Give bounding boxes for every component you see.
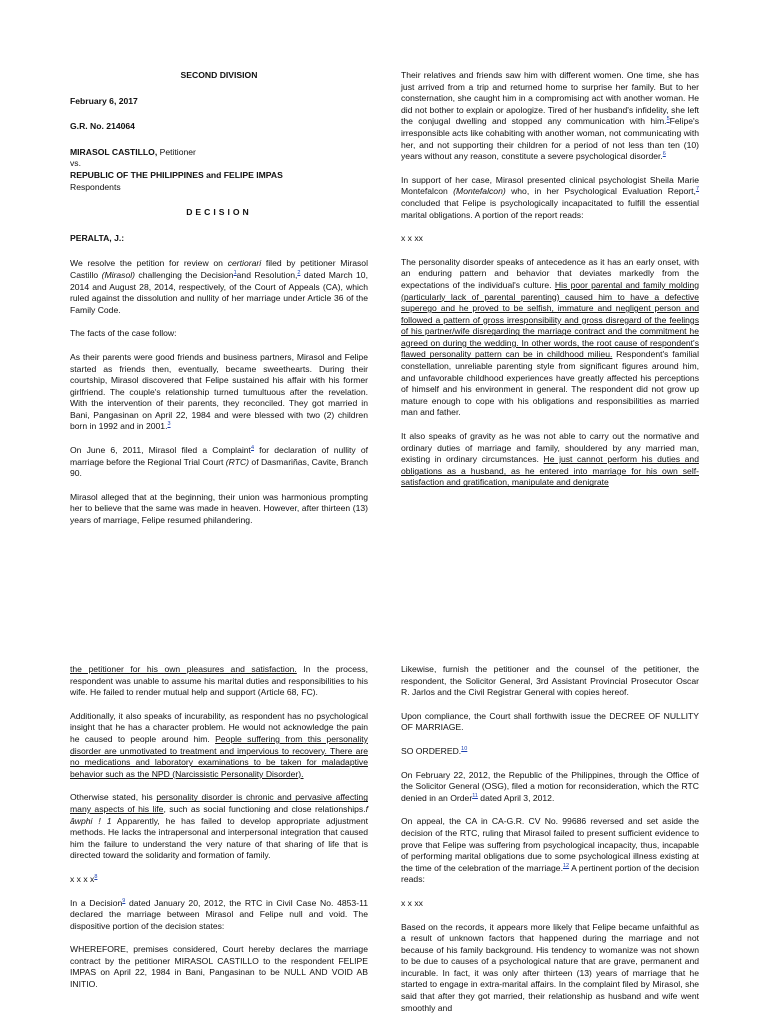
footnote-ref[interactable]: 7 (695, 186, 699, 193)
vs-line: vs. (70, 158, 81, 169)
paragraph: In a Decision$^9$ dated January 20, 2012, the RTC in Civil Case No. 4853-11 declared the marriage between Mirasol and Felipe null and void. The dispositive portion of the decision states: (70, 897, 368, 931)
paragraph: On June 6, 2011, Mirasol filed a Complaint$^4$ for declaration of nullity of marriage before the Regional Trial Court (RTC) of Dasmariñas, Cavite, Branch 90. (70, 445, 368, 479)
quoted-paragraph: It also speaks of gravity as he was not able to carry out the normative and ordinary duties of marriage and family, shouldered by any married man, existing in ordinary circumstances. He just cannot perform his duties and obligations as a husband, as he entered into marriage for his own self-satisfaction and gratification, manipulate and denigrate (401, 431, 699, 488)
ponente: PERALTA, J.: (70, 232, 125, 243)
paragraph: Mirasol alleged that at the beginning, their union was harmonious prompting her to believe that the same was made in heaven. However, after thirteen (13) years of marriage, Felipe resumed philandering. (70, 491, 368, 526)
page1-left-column (70, 70, 368, 539)
footnote-ref[interactable]: 9 (122, 897, 126, 904)
decision-date: February 6, 2017 (70, 95, 138, 106)
footnote-ref[interactable]: 4 (250, 445, 254, 452)
paragraph: As their parents were good friends and business partners, Mirasol and Felipe started as friends then, eventually, became sweethearts. During their courtship, Mirasol discovered that Felipe sustained his affair with his former girlfriend. The couple's relationship turned tumultuous after the revelation. With the intervention of their parents, they reconciled. They got married in Bani, Pangasinan on April 22, 1984 and were blessed with two (2) children born in 1992 and in 2001.$^3$ (70, 351, 368, 432)
quoted-paragraph: Otherwise stated, his personality disorder is chronic and pervasive affecting many aspects of his life, such as social functioning and close relationships.f âwphi ! 1 Apparently, he has failed to develop appropriate adjustment methods. He lacks the intrapersonal and interpersonal integration that caused him the failure to understand the very nature of that sharing of life that is directed toward the solidarity and formation of family. (70, 792, 369, 861)
respondents-role: Respondents (70, 181, 121, 192)
footnote-ref[interactable]: 8 (94, 874, 98, 881)
page1-right-column (401, 70, 699, 501)
footnote-ref[interactable]: 5 (666, 116, 670, 123)
paragraph: On appeal, the CA in CA-G.R. CV No. 99686 reversed and set aside the decision of the RTC, ruling that Mirasol failed to present sufficient evidence to prove that Felipe was suffering from psychological incapacity, thus, incapable of performing marital obligations due to some psychological illness existing at the time of the celebration of the marriage.$^{12}$ A pertinent portion of the decision reads: (401, 816, 699, 885)
decision-heading: DECISION (186, 207, 252, 218)
footnote-ref[interactable]: 2 (297, 270, 301, 277)
division-heading: SECOND DIVISION (180, 70, 258, 80)
quoted-paragraph: the petitioner for his own pleasures and satisfaction. In the process, respondent was unable to assume his marital duties and responsibilities to his wife. He failed to render mutual help and support (Article 68, FC). (70, 664, 368, 698)
paragraph: In support of her case, Mirasol presented clinical psychologist Sheila Marie Montefalcon (Montefalcon) who, in her Psychological Evaluation Report,$^7$ concluded that Felipe is psychologically incapacitated to fulfill the essential marital obligations. A portion of the report reads: (401, 174, 699, 220)
petitioner-line: MIRASOL CASTILLO, Petitioner (70, 146, 196, 157)
respondents-name: REPUBLIC OF THE PHILIPPINES and FELIPE IMPAS (70, 169, 283, 180)
footnote-ref[interactable]: 3 (167, 421, 171, 428)
gr-number: G.R. No. 214064 (70, 121, 135, 132)
quoted-paragraph: Upon compliance, the Court shall forthwith issue the DECREE OF NULLITY OF MARRIAGE. (401, 710, 699, 733)
quoted-paragraph: The personality disorder speaks of antecedence as it has an early onset, with an enduring pattern and behavior that deviates markedly from the expectations of the individual's culture. His poor parental and family molding (particularly lack of parental parenting) caused him to have a defective superego and he proved to be selfish, immature and negligent person and followed a pattern of gross irresponsibility and gross disregard of the feelings of his partner/wife disregarding the marriage contract and the commitment he agreed on during the wedding. In other words, the root cause of respondent's flawed personality pattern can be in childhood milieu. Respondent's familial constellation, unreliable parenting style from significant figures around him, and unfavorable childhood experiences have greatly affected his perceptions of himself and his environment in general. The respondent did not grow up mature enough to cope with his obligations and responsibilities as married man and father. (401, 256, 699, 418)
paragraph: On February 22, 2012, the Republic of the Philippines, through the Office of the Solicitor General (OSG), filed a motion for reconsideration, which the RTC denied in an Order$^{11}$ dated April 3, 2012. (401, 769, 699, 803)
quoted-paragraph: Additionally, it also speaks of incurability, as respondent has no psychological insight that he has a character problem. He would not acknowledge the pain he caused to people around him. People suffering from this personality disorder are unmotivated to treatment and impervious to recovery. There are no medications and laboratory examinations to be taken for maladaptive behavior such as the NPD (Narcissistic Personality Disorder). (70, 710, 368, 779)
paragraph: We resolve the petition for review on certiorari filed by petitioner Mirasol Castillo (Mirasol) challenging the Decision$^1$and Resolution,$^2$ dated March 10, 2014 and August 28, 2014, respectively, of the Court of Appeals (CA), which ruled against the dissolution and nullity of her marriage under Article 36 of the Family Code. (70, 258, 368, 315)
footnote-ref[interactable]: 11 (472, 792, 478, 799)
footnote-ref[interactable]: 12 (562, 862, 570, 869)
paragraph: The facts of the case follow: (70, 328, 177, 339)
footnote-ref[interactable]: 6 (662, 151, 666, 158)
ellipsis-marker: x x x $x^8$ (70, 873, 98, 884)
footnote-ref[interactable]: 10 (461, 746, 468, 753)
quoted-paragraph: SO ORDERED.$^{10}$ (401, 745, 468, 756)
quoted-paragraph: Likewise, furnish the petitioner and the counsel of the petitioner, the respondent, the Solicitor General, 3rd Assistant Provincial Prosecutor Oscar R. Jarlos and the Civil Registrar General with copies hereof. (401, 664, 699, 698)
paragraph: Their relatives and friends saw him with different women. One time, she has just arrived from a trip and returned home to surprise her family. But to her consternation, she caught him in a compromising act with another woman. He did not bother to explain or apologize. Tired of her husband's infidelity, she left the conjugal dwelling and stopped any communication with him.$^5$Felipe's irresponsible acts like cohabiting with another woman, not communicating with her, and not supporting their children for a period of not less than ten (10) years without any reason, constitute a severe psychological disorder.$^6$ (401, 70, 699, 162)
ellipsis-marker: x x xx (401, 233, 423, 244)
quoted-paragraph: Based on the records, it appears more likely that Felipe became unfaithful as a result of unknown factors that happened during the marriage and not because of his family background. His tendency to womanize was not shown to be due to causes of a psychological nature that are grave, permanent and incurable. In fact, it was only after thirteen (13) years of marriage that he started to engage in extra-marital affairs. In the complaint filed by Mirasol, she said that after they got married, their relationship as husband and wife went smoothly and (401, 921, 699, 1013)
ellipsis-marker: x x xx (401, 897, 423, 908)
page2-right-column (401, 664, 699, 1026)
document-page-2 (0, 652, 768, 1024)
quoted-paragraph: WHEREFORE, premises considered, Court hereby declares the marriage contract by the petitioner MIRASOL CASTILLO to the respondent FELIPE IMPAS on April 22, 1984 in Bani, Pangasinan to be NULL AND VOID AB INITIO. (70, 944, 368, 990)
footnote-ref[interactable]: 1 (233, 270, 237, 277)
page-gap (0, 525, 768, 652)
page2-left-column (70, 664, 368, 1003)
